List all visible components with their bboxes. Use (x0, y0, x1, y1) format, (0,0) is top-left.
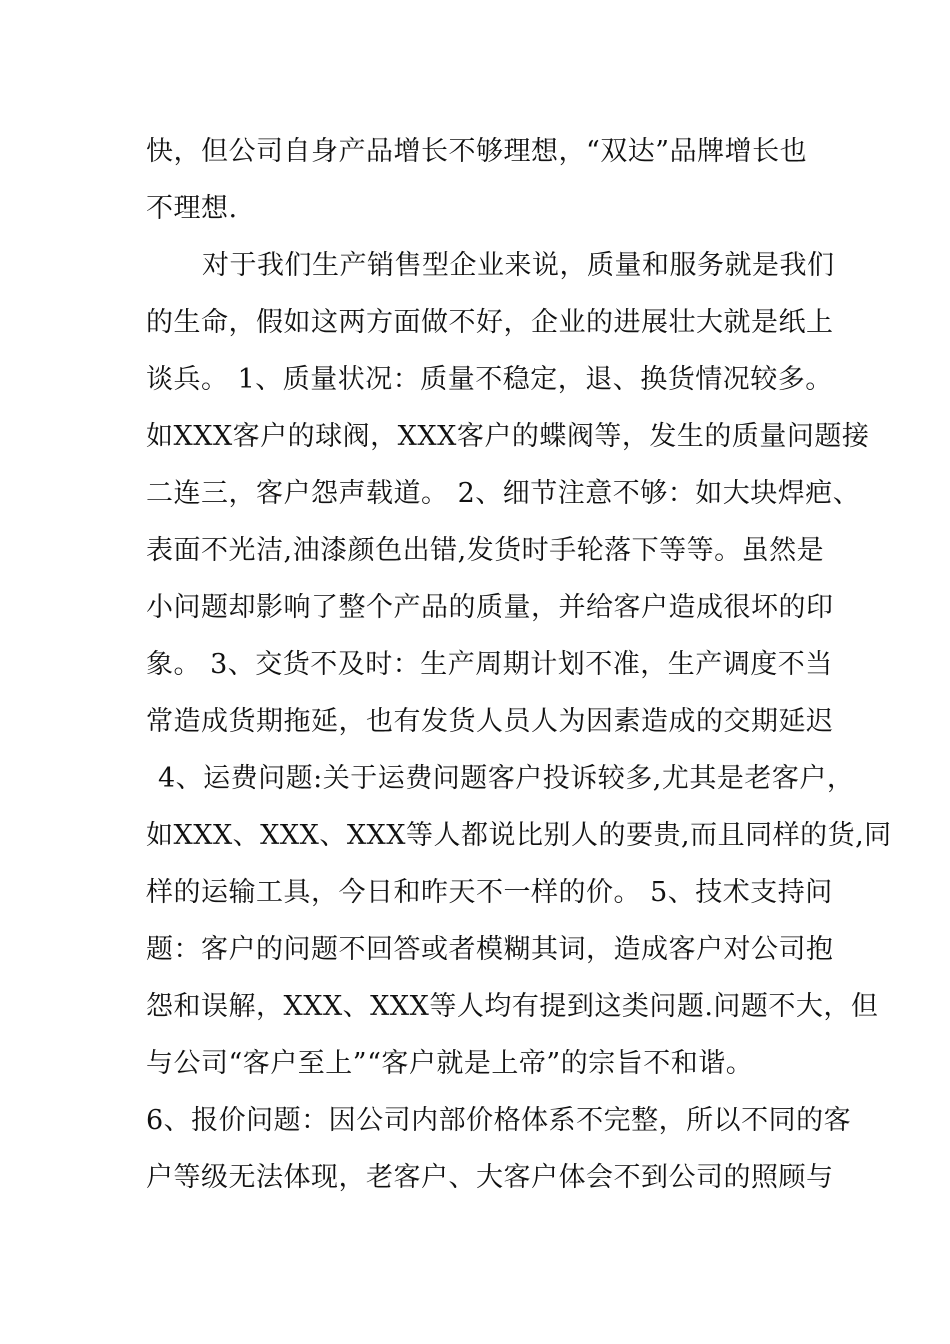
text-line: 如XXX客户的球阀，XXX客户的蝶阀等，发生的质量问题接 (146, 421, 870, 452)
text-line: 的生命，假如这两方面做不好，企业的进展壮大就是纸上 (146, 307, 834, 338)
text-line: 户等级无法体现，老客户、大客户体会不到公司的照顾与 (146, 1162, 834, 1193)
text-line: 题：客户的问题不回答或者模糊其词，造成客户对公司抱 (146, 934, 834, 965)
text-line: 不理想. (146, 193, 238, 224)
text-line: 快，但公司自身产品增长不够理想，“双达”品牌增长也 (146, 136, 808, 167)
text-line: 谈兵。 1、质量状况：质量不稳定，退、换货情况较多。 (146, 364, 833, 395)
paragraph-first-line: 对于我们生产销售型企业来说，质量和服务就是我们 (202, 250, 835, 281)
text-line: 表面不光洁,油漆颜色出错,发货时手轮落下等等。虽然是 (146, 535, 825, 566)
text-line: 怨和误解，XXX、XXX等人均有提到这类问题.问题不大，但 (146, 991, 879, 1022)
text-line: 小问题却影响了整个产品的质量，并给客户造成很坏的印 (146, 592, 834, 623)
text-line: 二连三，客户怨声载道。 2、细节注意不够：如大块焊疤、 (146, 478, 861, 509)
text-line: 6、报价问题：因公司内部价格体系不完整，所以不同的客 (146, 1105, 852, 1136)
text-line: 象。 3、交货不及时：生产周期计划不准，生产调度不当 (146, 649, 833, 680)
text-line: 如XXX、XXX、XXX等人都说比别人的要贵,而且同样的货,同 (146, 820, 892, 851)
text-line: 常造成货期拖延，也有发货人员人为因素造成的交期延迟 (146, 706, 834, 737)
text-line: 样的运输工具，今日和昨天不一样的价。 5、技术支持问 (146, 877, 833, 908)
text-line: 与公司“客户至上”“客户就是上帝”的宗旨不和谐。 (146, 1048, 754, 1079)
text-line: 4、运费问题:关于运费问题客户投诉较多,尤其是老客户， (158, 763, 855, 794)
